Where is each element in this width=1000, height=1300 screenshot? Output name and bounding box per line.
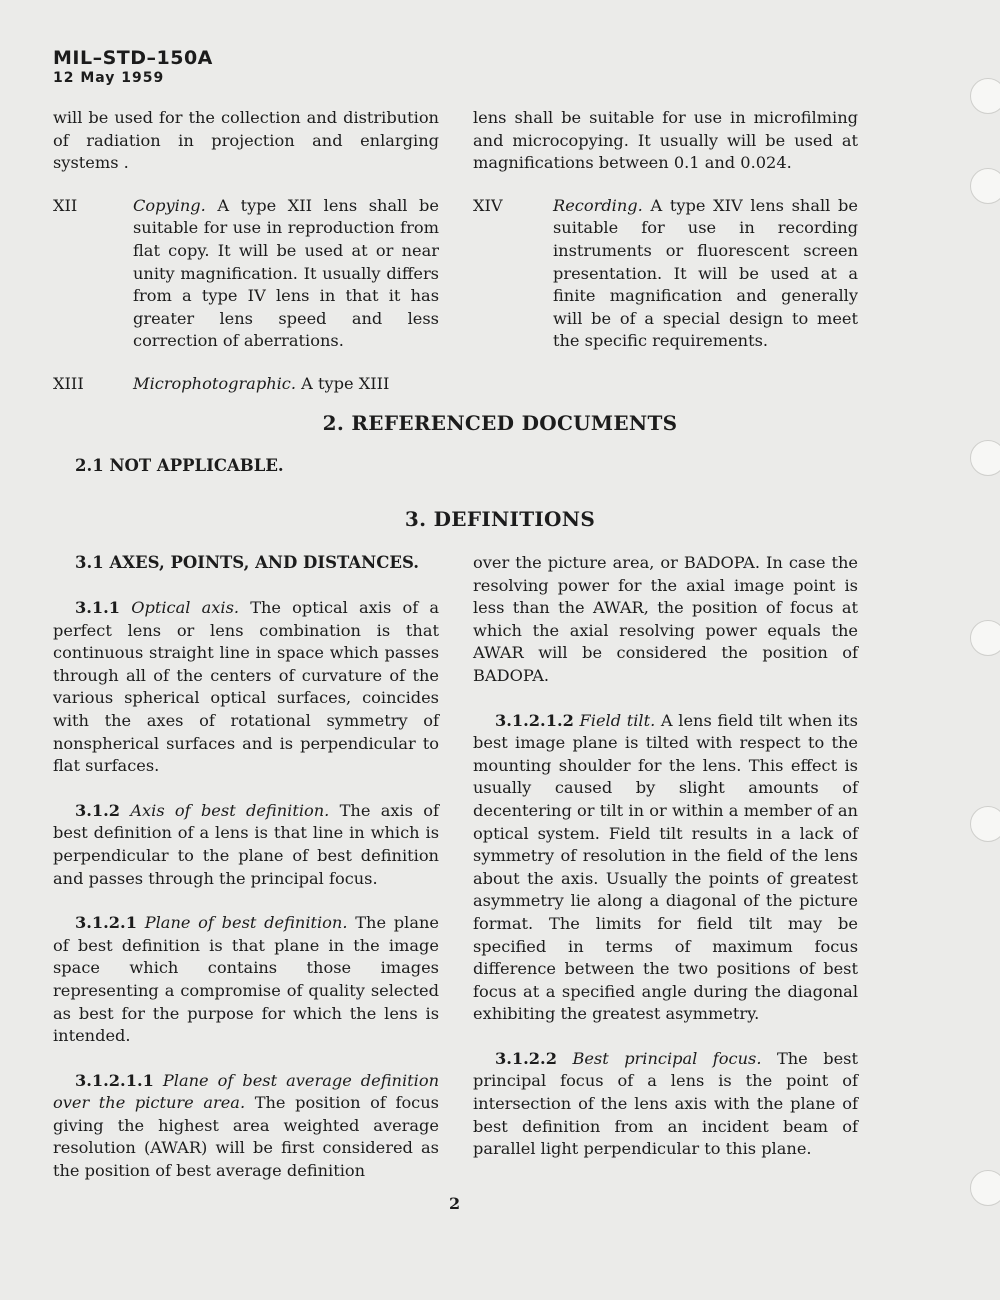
item-text: A type XII lens shall be suitable for use in reproduction from flat copy. It will be used at or near unity magnification. It usually differs from a type IV lens in that it has greater lens speed and less correction of aberrations. (133, 195, 439, 351)
left-top-column (53, 107, 439, 396)
document-date: 12 May 1959 (53, 70, 165, 86)
subsection-heading-not-applicable: 2.1 NOT APPLICABLE. (75, 456, 284, 475)
paragraph-number: 3.1.1 (75, 598, 121, 617)
subsection-heading-axes: 3.1 AXES, POINTS, AND DISTANCES. (75, 553, 420, 572)
paragraph-number: 3.1.2.1 (75, 913, 137, 933)
punch-hole (970, 440, 1000, 476)
paragraph-3-1-1 (53, 597, 439, 778)
list-item-xiii (53, 373, 439, 396)
page-number: 2 (449, 1194, 461, 1213)
paragraph-number: 3.1.2.1.2 (495, 710, 574, 730)
paragraph-title: Plane of best definition. (144, 913, 348, 933)
item-number: XII (53, 195, 78, 215)
item-body (133, 373, 439, 396)
paragraph-number: 3.1.2 (75, 800, 121, 820)
paragraph-3-1-2-1 (53, 912, 439, 1048)
paragraph-3-1-2-1-1 (53, 1070, 439, 1183)
paragraph-text: The best principal focus of a lens is the point of intersection of the lens axis with the plane of best definition from an incident beam of parallel light perpendicular to this plane. (473, 1048, 858, 1159)
paragraph-title: Optical axis. (131, 598, 240, 617)
list-item-xii (53, 195, 439, 353)
item-number: XIII (53, 373, 84, 393)
right-top-column (473, 107, 858, 353)
continuation-text: lens shall be suitable for use in microfilming and microcopying. It usually will be used at magnifications between 0.1 and 0.024. (473, 108, 858, 173)
paragraph-title: Field tilt. (579, 710, 656, 730)
paragraph-3-1-2-1-1-continued: over the picture area, or BADOPA. In case the resolving power for the axial image point is less than the AWAR, the position of focus at which the axial resolving power equals the AWAR will be considered the position of BADOPA. (473, 553, 858, 685)
paragraph-text: A lens field tilt when its best image plane is tilted with respect to the mounting shoulder for the lens. This effect is usually caused by slight amounts of decentering or tilt in or within a member of an optical system. Field tilt results in a lack of symmetry of resolution in the field of the lens about the axis. Usually the points of greatest asymmetry lie along a diagonal of the picture format. The limits for field tilt may be specified in terms of maximum focus difference between the two positions of best focus at a specified angle during the diagonal exhibiting the greatest asymmetry. (473, 710, 858, 1024)
paragraph-text: The plane of best definition is that plane in the image space which contains those images representing a compromise of quality selected as best for the purpose for which the lens is intended. (53, 913, 439, 1046)
right-body-column (473, 552, 858, 1161)
paragraph-number: 3.1.2.2 (495, 1048, 557, 1068)
left-body-column (53, 597, 439, 1183)
punch-hole (970, 806, 1000, 842)
item-title: Recording. (553, 195, 643, 215)
paragraph-title: Axis of best definition. (130, 800, 330, 820)
paragraph-title: Plane of best average definition over the picture area. (53, 1070, 439, 1113)
punch-hole (970, 1170, 1000, 1206)
punch-hole (970, 168, 1000, 204)
punch-hole (970, 78, 1000, 114)
item-number: XIV (473, 195, 503, 215)
continuation-text: will be used for the collection and distribution of radiation in projection and enlarging systems . (53, 108, 439, 173)
item-title: Copying. (133, 195, 206, 215)
paragraph-text: The optical axis of a perfect lens or lens combination is that continuous straight line in space which passes through all of the centers of curvature of the various spherical optical surfaces, coincides with the axes of rotational symmetry of nonspherical surfaces and is perpendicular to flat surfaces. (53, 598, 439, 776)
item-title: Microphotographic. (133, 373, 297, 393)
paragraph-title: Best principal focus. (572, 1048, 762, 1068)
paragraph-text: The axis of best definition of a lens is that line in which is perpendicular to the plane of best definition and passes through the principal focus. (53, 800, 439, 888)
section-heading-referenced-documents: 2. REFERENCED DOCUMENTS (322, 411, 678, 435)
item-text: A type XIV lens shall be suitable for use in recording instruments or fluorescent screen presentation. It will be used at a finite magnification and generally will be of a special design to meet the specific requirements. (553, 195, 858, 351)
punch-hole (970, 620, 1000, 656)
item-body (553, 195, 858, 353)
paragraph-3-1-2 (53, 800, 439, 890)
document-id: MIL–STD–150A (53, 47, 213, 69)
list-item-xiv (473, 195, 858, 353)
paragraph-3-1-2-2 (473, 1048, 858, 1161)
item-body (133, 195, 439, 353)
paragraph-text: The position of focus giving the highest area weighted average resolution (AWAR) will be first considered as the position of best average definition (53, 1093, 439, 1181)
section-heading-definitions: 3. DEFINITIONS (404, 507, 596, 531)
paragraph-number: 3.1.2.1.1 (75, 1070, 154, 1090)
item-text: A type XIII (301, 373, 390, 393)
paragraph-3-1-2-1-2 (473, 710, 858, 1026)
